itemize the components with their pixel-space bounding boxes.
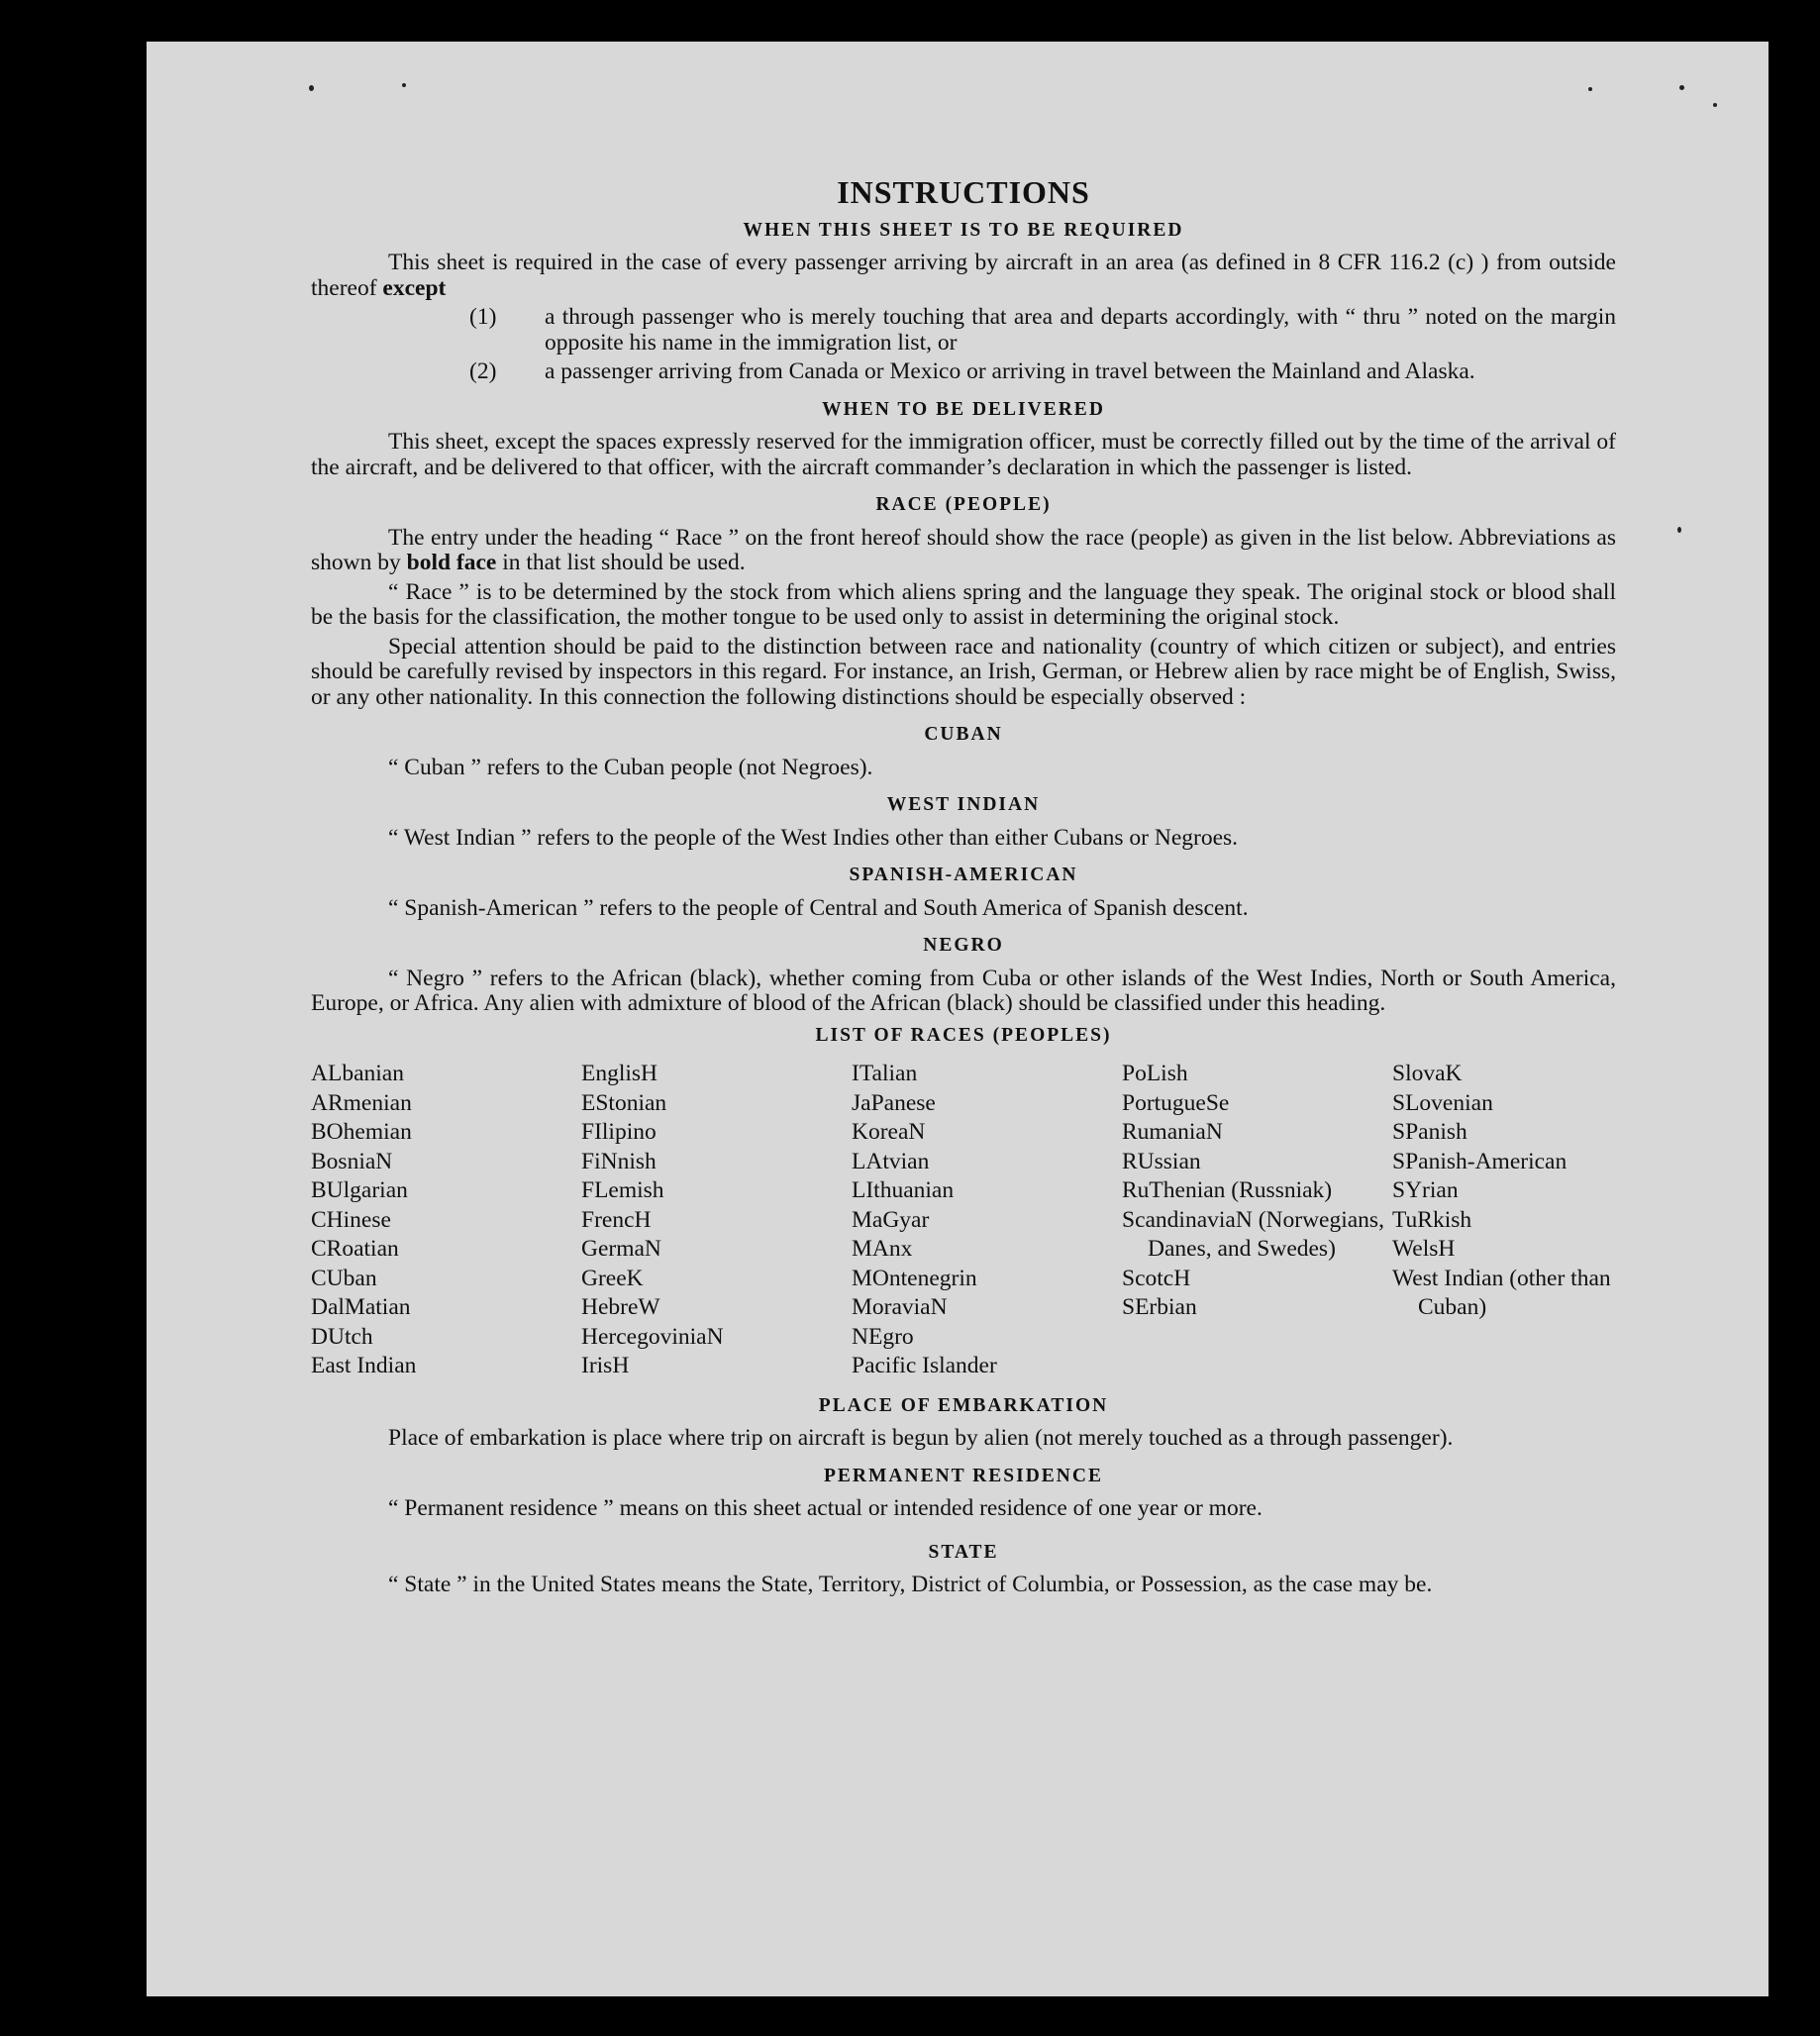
race-paragraph: Special attention should be paid to the distinction between race and nationality (country of which citizen or subject), and entries should be carefully revised by inspectors in this regard. For instance, an Irish, German, or Hebrew alien by race might be of English, Swiss, or any other nationality. In this connection the following distinctions should be especially observed : (311, 633, 1616, 710)
requirement-paragraph: This sheet is required in the case of every passenger arriving by aircraft in an area (as defined in 8 CFR 116.2 (c) ) from outside thereof except (311, 250, 1616, 301)
race-entry: MoraviaN (852, 1294, 948, 1320)
race-entry: East Indian (311, 1353, 417, 1378)
definition-paragraph: “ State ” in the United States means the State, Territory, District of Columbia, or Possession, as the case may be. (388, 1572, 1433, 1597)
race-entry: ALbanian (311, 1061, 404, 1086)
race-entry: PortugueSe (1122, 1089, 1230, 1116)
race-list (311, 1060, 1616, 1381)
race-column (581, 1060, 852, 1381)
race-entry: PoLish (1122, 1061, 1188, 1086)
section-heading: WHEN TO BE DELIVERED (822, 398, 1105, 420)
race-entry: SPanish-American (1392, 1148, 1567, 1174)
document-sheet (147, 42, 1769, 1996)
section-heading: SPANISH-AMERICAN (849, 865, 1078, 885)
race-entry: DalMatian (311, 1294, 411, 1320)
race-entry: CRoatian (311, 1236, 399, 1262)
speck-mark (1713, 103, 1717, 107)
instructions-content (311, 174, 1616, 1602)
race-entry: SYrian (1392, 1177, 1459, 1203)
race-column (1122, 1060, 1392, 1381)
section-heading: PLACE OF EMBARKATION (818, 1394, 1109, 1416)
race-entry: HebreW (581, 1294, 660, 1320)
section-heading: WEST INDIAN (886, 794, 1041, 815)
race-entry: MOntenegrin (852, 1265, 977, 1291)
race-entry: CUban (311, 1265, 377, 1291)
section-heading: STATE (928, 1541, 999, 1563)
race-entry: ARmenian (311, 1089, 412, 1116)
section-heading: CUBAN (924, 724, 1003, 745)
race-entry: CHinese (311, 1206, 391, 1233)
speck-mark (402, 83, 406, 87)
section-heading: PERMANENT RESIDENCE (824, 1465, 1103, 1486)
race-entry: FrencH (581, 1206, 652, 1233)
section-heading: WHEN THIS SHEET IS TO BE REQUIRED (743, 219, 1184, 241)
race-entry: RUssian (1122, 1148, 1201, 1174)
race-entry: BOhemian (311, 1119, 412, 1145)
race-entry: KoreaN (852, 1119, 926, 1145)
race-entry: ITalian (852, 1061, 918, 1086)
speck-mark (309, 85, 314, 91)
race-entry: TuRkish (1392, 1206, 1472, 1233)
race-entry: JaPanese (852, 1089, 936, 1116)
section-heading: LIST OF RACES (PEOPLES) (815, 1024, 1112, 1046)
definition-paragraph: “ Cuban ” refers to the Cuban people (not Negroes). (388, 754, 873, 780)
race-column (311, 1060, 581, 1381)
race-entry: WelsH (1392, 1236, 1456, 1262)
race-entry: LAtvian (852, 1148, 930, 1174)
race-entry: GreeK (581, 1265, 644, 1291)
race-entry: ScotcH (1122, 1265, 1191, 1291)
race-entry: BUlgarian (311, 1177, 408, 1203)
page-title: INSTRUCTIONS (837, 174, 1090, 210)
race-entry: FiNnish (581, 1148, 657, 1174)
definition-paragraph: Place of embarkation is place where trip on aircraft is begun by alien (not merely touched as a through passenger). (388, 1425, 1454, 1451)
race-entry: EStonian (581, 1089, 667, 1116)
definition-paragraph: “ Negro ” refers to the African (black), whether coming from Cuba or other islands of the West Indies, North or South America, Europe, or Africa. Any alien with admixture of blood of the African (black) should be classified under this heading. (311, 965, 1616, 1016)
section-heading: NEGRO (923, 935, 1004, 956)
race-paragraph: The entry under the heading “ Race ” on the front hereof should show the race (people) as given in the list below. Abbreviations as shown by bold face in that list should be used. (311, 524, 1616, 575)
race-entry: GermaN (581, 1236, 661, 1262)
race-entry: BosniaN (311, 1148, 393, 1174)
section-heading: RACE (PEOPLE) (875, 494, 1052, 515)
race-entry: HercegoviniaN (581, 1323, 724, 1350)
definition-paragraph: “ West Indian ” refers to the people of the West Indies other than either Cubans or Negroes. (388, 824, 1239, 851)
race-entry: FLemish (581, 1177, 664, 1203)
race-entry: SlovaK (1392, 1061, 1463, 1086)
race-entry: NEgro (852, 1323, 914, 1350)
list-item: (1) a through passenger who is merely touching that area and departs accordingly, with “ thru ” noted on the margin opposite his name in the immigration list, or (469, 304, 1616, 356)
speck-mark (1679, 85, 1684, 90)
race-column (852, 1060, 1122, 1381)
list-item: (2) a passenger arriving from Canada or Mexico or arriving in travel between the Mainland and Alaska. (469, 358, 1475, 384)
speck-mark (1588, 87, 1592, 91)
race-entry: MaGyar (852, 1206, 930, 1233)
race-entry: West Indian (other than Cuban) (1392, 1265, 1611, 1320)
race-entry: IrisH (581, 1353, 630, 1378)
speck-mark (1677, 527, 1681, 533)
race-entry: MAnx (852, 1236, 913, 1262)
race-entry: SLovenian (1392, 1089, 1493, 1116)
delivery-paragraph: This sheet, except the spaces expressly reserved for the immigration officer, must be correctly filled out by the time of the arrival of the aircraft, and be delivered to that officer, with the aircraft commander’s declaration in which the passenger is listed. (311, 429, 1616, 480)
race-entry: Pacific Islander (852, 1353, 997, 1378)
race-entry: FIlipino (581, 1119, 657, 1145)
race-column (1392, 1060, 1616, 1381)
race-entry: SPanish (1392, 1119, 1467, 1145)
definition-paragraph: “ Spanish-American ” refers to the people of Central and South America of Spanish descent. (388, 894, 1249, 921)
race-entry: RuThenian (Russniak) (1122, 1177, 1333, 1203)
race-entry: DUtch (311, 1323, 373, 1350)
race-entry: ScandinaviaN (Norwegians, Danes, and Swedes) (1122, 1206, 1384, 1262)
race-entry: LIthuanian (852, 1177, 955, 1203)
race-entry: RumaniaN (1122, 1119, 1223, 1145)
race-entry: EnglisH (581, 1061, 658, 1086)
race-paragraph: “ Race ” is to be determined by the stock from which aliens spring and the language they speak. The original stock or blood shall be the basis for the classification, the mother tongue to be used only to assist in determining the original stock. (311, 578, 1616, 630)
definition-paragraph: “ Permanent residence ” means on this sheet actual or intended residence of one year or more. (388, 1495, 1263, 1521)
race-entry: SErbian (1122, 1294, 1197, 1320)
